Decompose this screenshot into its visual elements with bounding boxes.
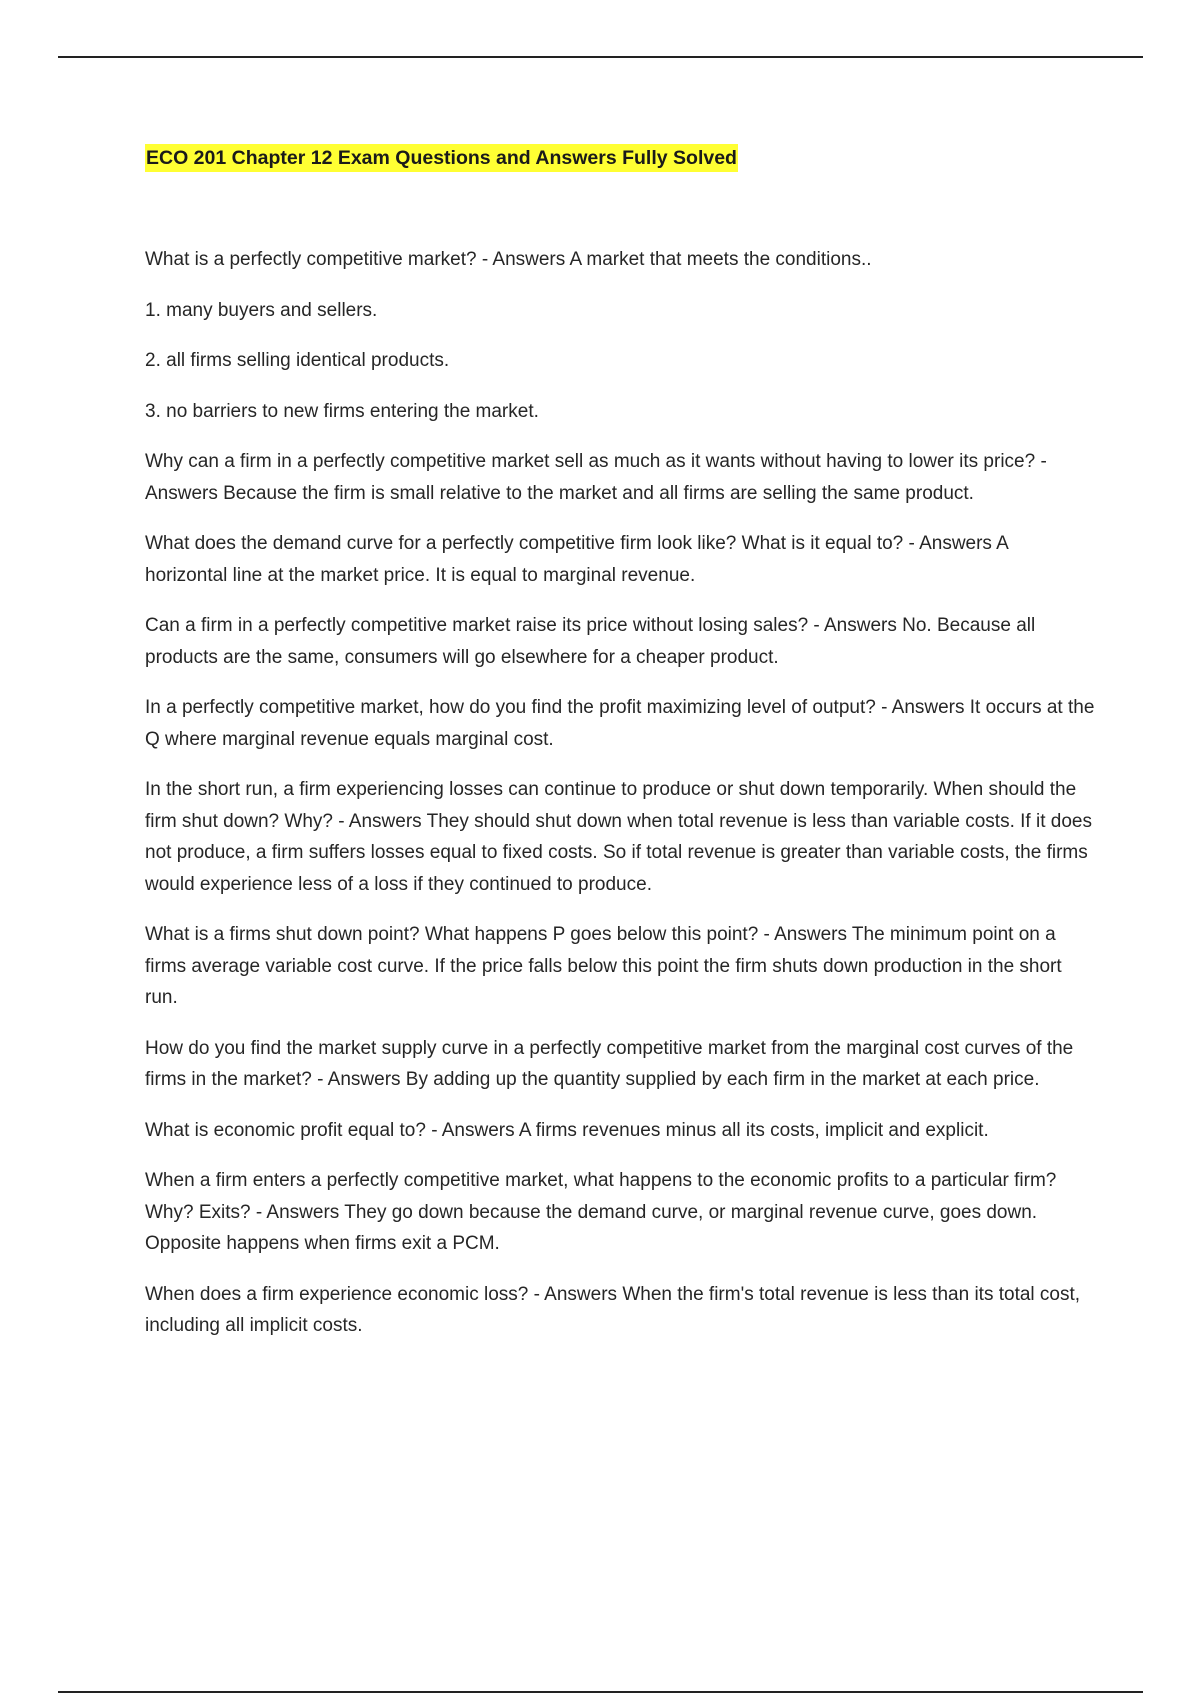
qa-paragraph: What does the demand curve for a perfectly competitive firm look like? What is it equal to? - Answers A horizontal line at the market price. It is equal to marginal revenue.	[145, 533, 1008, 586]
qa-paragraph: What is economic profit equal to? - Answers A firms revenues minus all its costs, implicit and explicit.	[145, 1119, 989, 1141]
qa-paragraph: What is a firms shut down point? What happens P goes below this point? - Answers The minimum point on a firms average variable cost curve. If the price falls below this point the firm shuts down production in the short run.	[145, 924, 1062, 1008]
list-item: 3. no barriers to new firms entering the market.	[145, 400, 539, 422]
qa-paragraph: In a perfectly competitive market, how do you find the profit maximizing level of output? - Answers It occurs at the Q where marginal revenue equals marginal cost.	[145, 697, 1095, 750]
qa-paragraph: Can a firm in a perfectly competitive market raise its price without losing sales? - Answers No. Because all products are the same, consumers will go elsewhere for a cheaper product.	[145, 615, 1036, 668]
list-item: 1. many buyers and sellers.	[145, 299, 378, 321]
qa-paragraph: What is a perfectly competitive market? - Answers A market that meets the conditions..	[145, 249, 872, 270]
document-title: ECO 201 Chapter 12 Exam Questions and Answers Fully Solved	[145, 144, 738, 172]
header-rule	[58, 56, 1143, 58]
list-item: 2. all firms selling identical products.	[145, 350, 450, 371]
qa-list	[145, 244, 1095, 1342]
footer-rule	[58, 1691, 1143, 1693]
document-body	[145, 144, 1095, 1361]
qa-paragraph: How do you find the market supply curve in a perfectly competitive market from the marginal cost curves of the firms in the market? - Answers By adding up the quantity supplied by each firm in the market at each price.	[145, 1037, 1074, 1090]
qa-paragraph: Why can a firm in a perfectly competitive market sell as much as it wants without having to lower its price? - Answers Because the firm is small relative to the market and all firms are selling the same product.	[145, 451, 1047, 504]
qa-paragraph: In the short run, a firm experiencing losses can continue to produce or shut down temporarily. When should the firm shut down? Why? - Answers They should shut down when total revenue is less than variable costs. If it does not produce, a firm suffers losses equal to fixed costs. So if total revenue is greater than variable costs, the firms would experience less of a loss if they continued to produce.	[145, 779, 1092, 895]
qa-paragraph: When a firm enters a perfectly competitive market, what happens to the economic profits to a particular firm? Why? Exits? - Answers They go down because the demand curve, or marginal revenue curve, goes down. Opposite happens when firms exit a PCM.	[145, 1170, 1057, 1254]
qa-paragraph: When does a firm experience economic loss? - Answers When the firm's total revenue is less than its total cost, including all implicit costs.	[145, 1283, 1081, 1336]
